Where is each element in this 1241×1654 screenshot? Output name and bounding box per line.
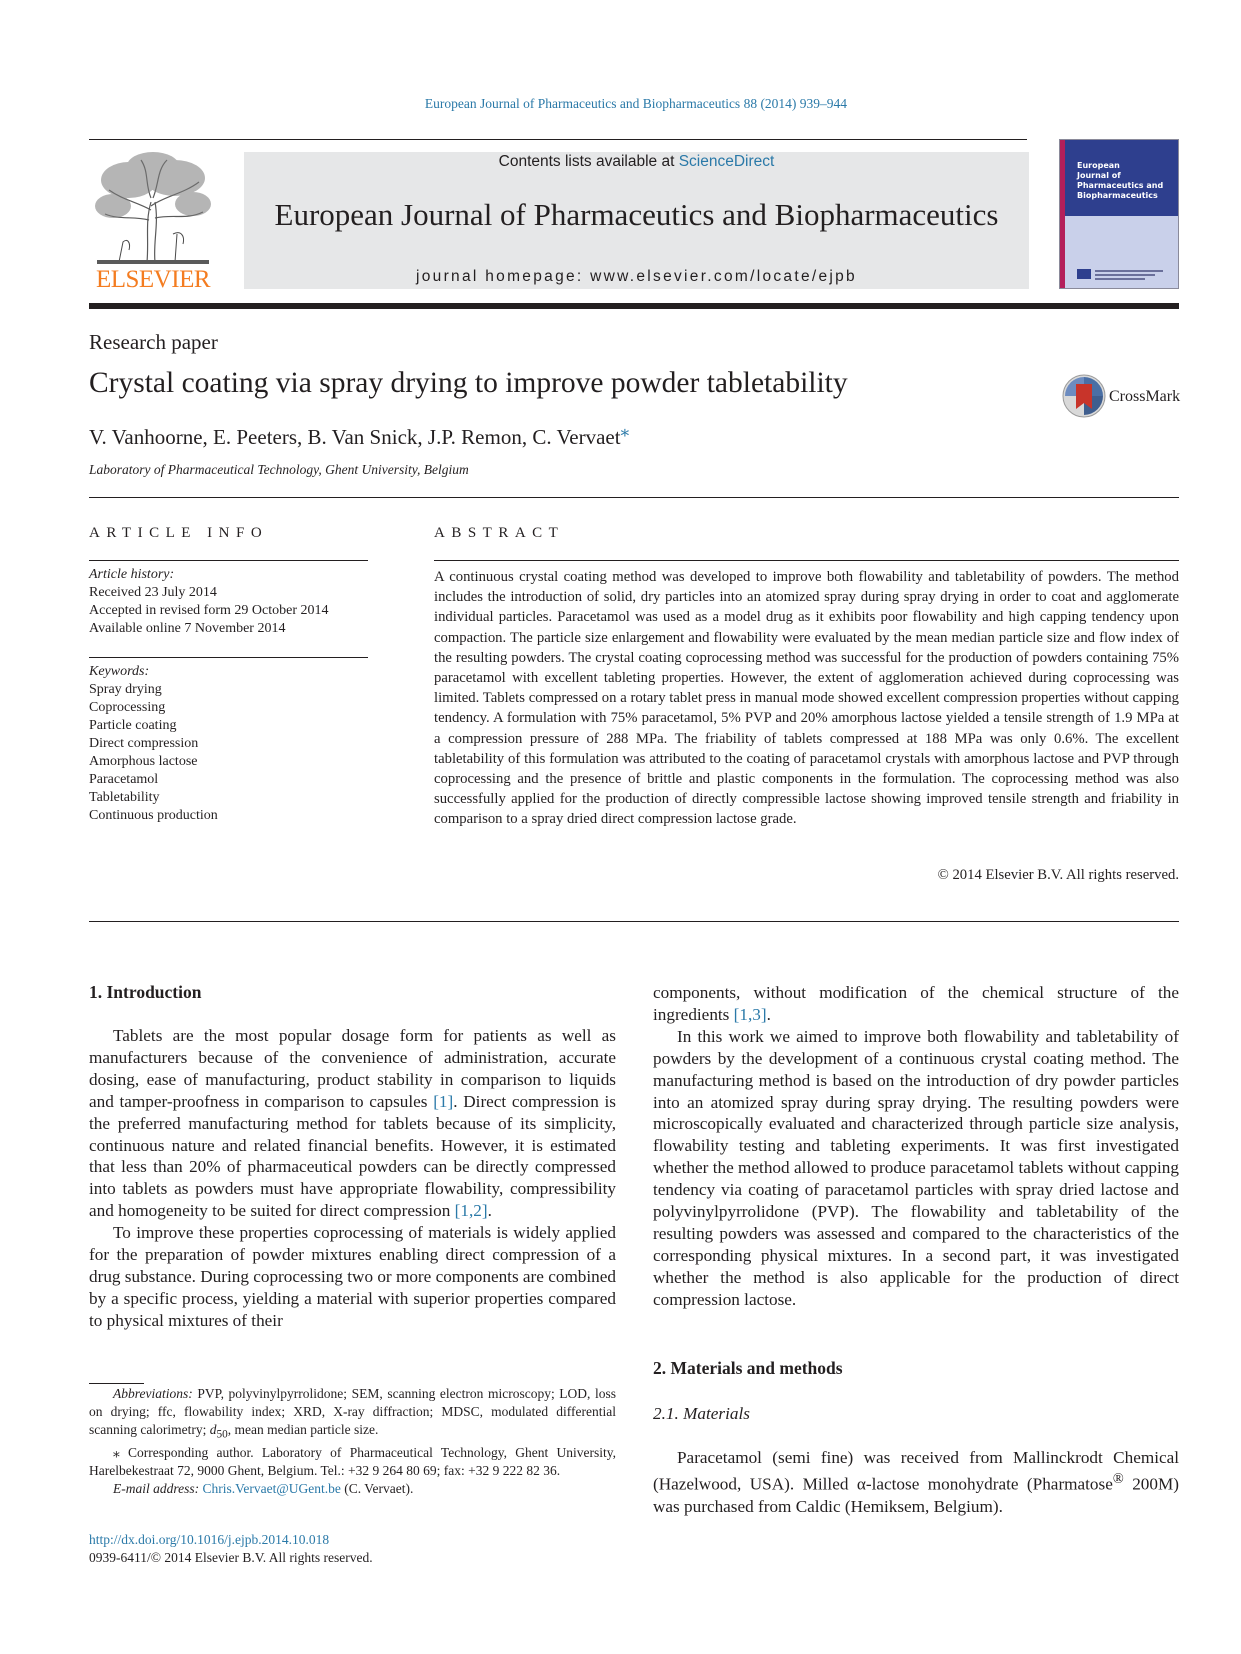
email-link[interactable]: Chris.Vervaet@UGent.be: [202, 1480, 341, 1496]
journal-cover-thumbnail[interactable]: [1059, 139, 1179, 289]
introduction-left-column: [89, 1025, 616, 1332]
journal-name: European Journal of Pharmaceutics and Biopharmaceutics: [274, 197, 999, 232]
sciencedirect-link[interactable]: ScienceDirect: [678, 153, 775, 170]
keywords: [89, 663, 218, 825]
article-history: [89, 566, 328, 638]
cover-title-line: Biopharmaceutics: [1077, 191, 1158, 200]
author-list: [89, 421, 629, 450]
abbreviations-footnote: [89, 1385, 616, 1444]
citation-link[interactable]: [1,2]: [454, 1201, 488, 1221]
abstract-copyright: © 2014 Elsevier B.V. All rights reserved.: [937, 867, 1179, 883]
affiliation: Laboratory of Pharmaceutical Technology, Ghent University, Belgium: [89, 462, 469, 477]
authors-text: V. Vanhoorne, E. Peeters, B. Van Snick, J.P. Remon, C. Vervaet: [89, 425, 621, 449]
keyword-item: Spray drying: [89, 682, 162, 697]
contents-availability: [244, 153, 1029, 171]
introduction-right-column: [653, 982, 1179, 1311]
title-divider: [89, 497, 1179, 498]
journal-reference[interactable]: European Journal of Pharmaceutics and Biopharmaceutics 88 (2014) 939–944: [424, 96, 848, 111]
text-run: Tablets are the most popular dosage form for patients as well as manufacturers because of the convenience of administration, accurate dosing, ease of manufacturing, product stability in comparison to liquids and tamper-proofness in comparison to capsules: [89, 1026, 616, 1111]
introduction-heading: 1. Introduction: [89, 982, 202, 1002]
header-thick-divider: [89, 303, 1179, 309]
keyword-item: Continuous production: [89, 808, 218, 823]
methods-heading: 2. Materials and methods: [653, 1358, 843, 1378]
text-run: components, without modification of the chemical structure of the ingredients: [653, 983, 1179, 1024]
subscript: 50: [216, 1428, 228, 1441]
history-label: Article history:: [89, 567, 175, 582]
history-item: Available online 7 November 2014: [89, 621, 286, 636]
cover-stripe: [1060, 140, 1065, 288]
paragraph: [653, 982, 1179, 1026]
keywords-label: Keywords:: [89, 664, 150, 679]
article-type: Research paper: [89, 330, 218, 354]
email-footnote: [89, 1480, 616, 1498]
abstract-end-divider: [89, 921, 1179, 922]
citation-link[interactable]: [1,3]: [733, 1004, 767, 1024]
registered-mark: ®: [1112, 1470, 1124, 1487]
keywords-divider: [89, 657, 368, 658]
text-run: . Direct compression is the preferred manufacturing method for tablets because of its simplicity, continuous nature and related financial benefits. However, it is estimated that less than 20% of pharmaceutical powders can be directly compressed into tablets as powders must have appropriate flowability, compressibility and homogeneity to be suited for direct compression: [89, 1091, 616, 1221]
contents-prefix: Contents lists available at: [498, 153, 679, 170]
article-info-heading: ARTICLE INFO: [89, 525, 269, 541]
text-run: PVP, polyvinylpyrrolidone; SEM, scanning electron microscopy; LOD, loss on drying; ffc, flowability index; XRD, X-ray diffraction; MDSC, modulated differential scanning calorimetry;: [89, 1386, 616, 1437]
materials-column: [653, 1447, 1179, 1517]
doi-link[interactable]: http://dx.doi.org/10.1016/j.ejpb.2014.10.018: [89, 1532, 330, 1547]
text-run: .: [766, 1004, 771, 1024]
keyword-item: Particle coating: [89, 718, 177, 733]
corresponding-author-footnote: ⁎ Corresponding author. Laboratory of Pharmaceutical Technology, Ghent University, Harelbekestraat 72, 9000 Ghent, Belgium. Tel.: +32 9 264 80 69; fax: +32 9 222 82 36.: [89, 1444, 616, 1478]
journal-homepage[interactable]: journal homepage: www.elsevier.com/locate/ejpb: [416, 268, 857, 285]
abstract-text: A continuous crystal coating method was developed to improve both flowability and tabletability of powders. The method includes the introduction of solid, dry particles into an atomized spray during spray drying in order to coat and agglomerate individual particles. Paracetamol was used as a model drug as it exhibits poor flowability and high capping tendency upon compaction. The particle size enlargement and flowability were evaluated by the mean median particle size and flow index of the resulting powders. The crystal coating coprocessing method was successful for the production of powders containing 75% paracetamol with excellent tableting properties. However, the extent of agglomeration achieved during coprocessing was limited. Tablets compressed on a rotary tablet press in manual mode showed excellent compression properties without capping tendency. A formulation with 75% paracetamol, 5% PVP and 20% amorphous lactose yielded a tensile strength of 1.9 MPa at a compression pressure of 288 MPa. The friability of tablets compressed at 188 MPa was only 0.6%. The excellent tabletability of this formulation was attributed to the coating of paracetamol crystals with amorphous lactose and PVP through coprocessing and the presence of brittle and plastic components in the formulation. The coprocessing method was also successfully applied for the production of directly compressible lactose showing improved tensile strength and friability in comparison to a spray dried direct compression lactose grade.: [434, 569, 1179, 828]
crossmark-label[interactable]: CrossMark: [1109, 388, 1181, 405]
citation-link[interactable]: [1]: [433, 1091, 454, 1111]
keyword-item: Coprocessing: [89, 700, 166, 715]
cover-footer-logo: [1077, 266, 1167, 282]
cover-title-line: Journal of: [1077, 171, 1121, 180]
keyword-item: Direct compression: [89, 736, 199, 751]
text-run: 200M) was purchased from Caldic (Hemiksem, Belgium).: [653, 1474, 1179, 1516]
keyword-item: Paracetamol: [89, 772, 159, 787]
issn-copyright: 0939-6411/© 2014 Elsevier B.V. All rights reserved.: [89, 1550, 373, 1565]
text-run: .: [487, 1201, 492, 1221]
paragraph: To improve these properties coprocessing of materials is widely applied for the preparation of powder mixtures enabling direct compression of a drug substance. During coprocessing two or more components are combined by a specific process, yielding a material with superior properties compared to physical mixtures of their: [89, 1223, 616, 1330]
abstract-divider: [434, 560, 1179, 561]
top-divider: [89, 139, 1027, 140]
history-item: Received 23 July 2014: [89, 585, 217, 600]
paragraph: In this work we aimed to improve both flowability and tabletability of powders by the development of a continuous crystal coating method. The manufacturing method is based on the introduction of dry powder particles into an atomized spray during spray drying. The resulting powders were microscopically evaluated and characterized through particle size analysis, flowability testing and tableting experiments. It was first investigated whether the method allowed to produce paracetamol tablets without capping tendency via coating of paracetamol particles with spray dried lactose and polyvinylpyrrolidone (PVP). The flowability and tabletability of the resulting powders was assessed and compared to the characteristics of the corresponding physical mixtures. In a second part, it was investigated whether the method is also applicable for the production of direct compression lactose.: [653, 1026, 1179, 1309]
elsevier-wordmark: ELSEVIER: [95, 266, 211, 293]
text-run: Paracetamol (semi fine) was received from Mallinckrodt Chemical (Hazelwood, USA). Milled α-lactose monohydrate (Pharmatose: [653, 1448, 1179, 1494]
cover-title: [1077, 161, 1177, 201]
keyword-item: Amorphous lactose: [89, 754, 198, 769]
email-label: E-mail address:: [113, 1480, 200, 1496]
corresponding-author-mark[interactable]: ⁎: [620, 421, 630, 440]
footnote-divider: [89, 1383, 144, 1384]
paragraph: [89, 1025, 616, 1222]
text-run: (C. Vervaet).: [340, 1480, 414, 1496]
text-run: d: [209, 1422, 217, 1437]
footnotes: [89, 1385, 616, 1498]
article-title: Crystal coating via spray drying to improve powder tabletability: [89, 367, 848, 399]
text-run: , mean median particle size.: [227, 1422, 379, 1437]
abstract-heading: ABSTRACT: [434, 525, 565, 541]
paragraph: [653, 1447, 1179, 1517]
cover-title-line: Pharmaceutics and: [1077, 181, 1164, 190]
abbreviations-label: Abbreviations:: [113, 1386, 193, 1401]
cover-title-line: European: [1077, 161, 1120, 170]
history-item: Accepted in revised form 29 October 2014: [89, 603, 329, 618]
materials-subheading: 2.1. Materials: [653, 1404, 750, 1423]
article-info-divider: [89, 560, 368, 561]
keyword-item: Tabletability: [89, 790, 160, 805]
